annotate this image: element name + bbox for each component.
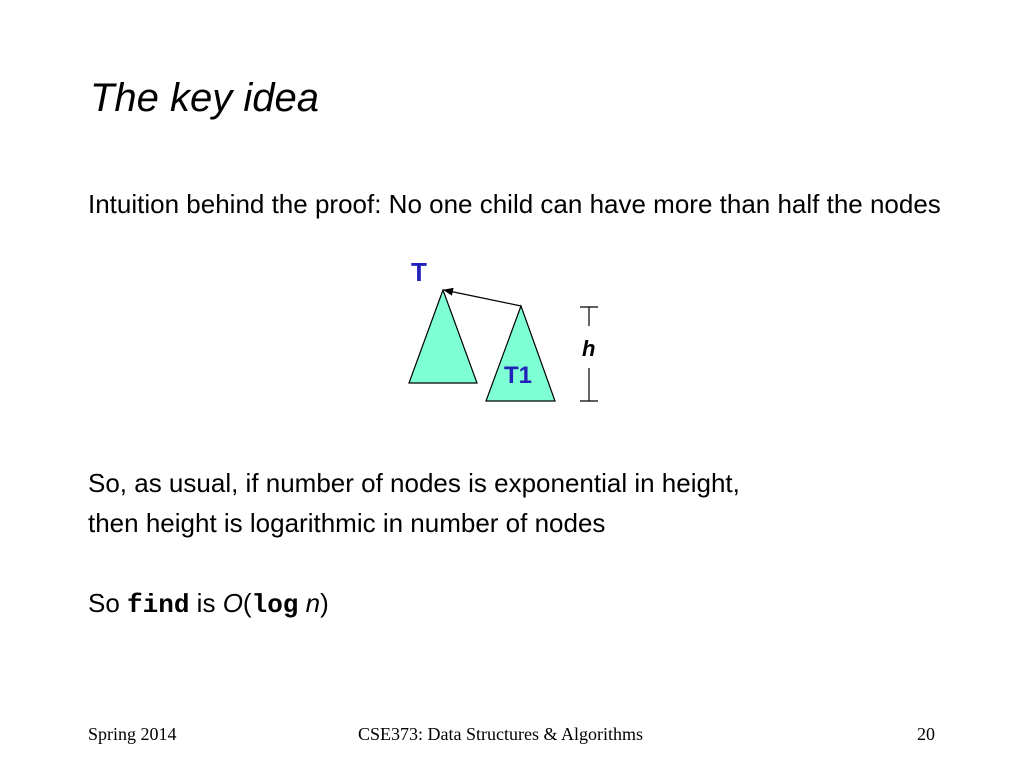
explanation-line-1: So, as usual, if number of nodes is exponential in height, [88, 468, 740, 498]
space [298, 588, 305, 618]
footer-page-number: 20 [917, 724, 935, 744]
var-n: n [305, 588, 321, 618]
big-o: O [222, 588, 243, 618]
conclusion-middle: is [189, 588, 223, 618]
footer-center: CSE373: Data Structures & Algorithms [358, 724, 643, 744]
conclusion-prefix: So [88, 588, 128, 618]
left-subtree-triangle [409, 290, 477, 383]
footer-left: Spring 2014 [88, 724, 177, 744]
open-paren: ( [242, 588, 252, 618]
slide-title: The key idea [90, 76, 320, 120]
subtree-label: T1 [504, 362, 533, 389]
code-find: find [127, 590, 190, 620]
close-paren: ) [320, 588, 329, 618]
height-label: h [582, 336, 596, 361]
subtree-to-root-arrow [444, 290, 521, 306]
intro-text: Intuition behind the proof: No one child can have more than half the nodes [88, 189, 941, 219]
root-label: T [411, 257, 427, 287]
conclusion-line [88, 588, 329, 620]
code-log: log [251, 590, 299, 620]
explanation-line-2: then height is logarithmic in number of nodes [88, 508, 606, 538]
